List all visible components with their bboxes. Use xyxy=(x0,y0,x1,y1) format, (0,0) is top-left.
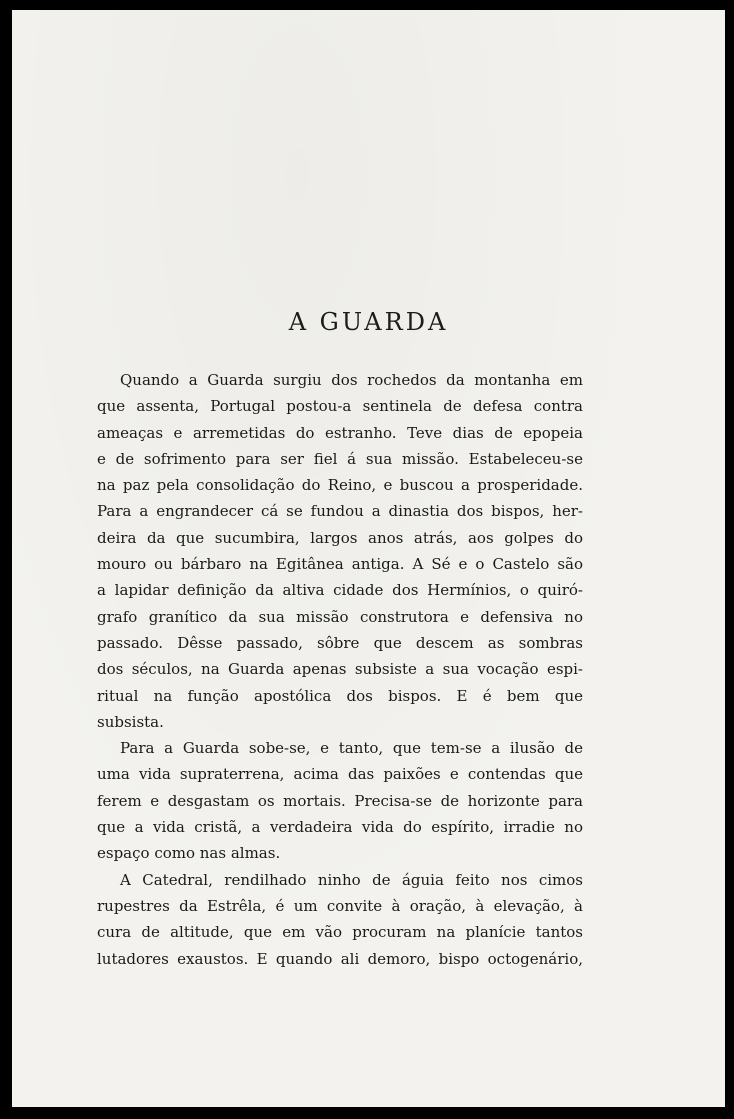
text-line: grafo granítico da sua missão construtora e defensiva no xyxy=(97,607,583,626)
text-line: A Catedral, rendilhado ninho de águia feito nos cimos xyxy=(120,870,583,889)
text-line: a lapidar definição da altiva cidade dos Hermínios, o quiró- xyxy=(97,581,583,600)
text-line: que a vida cristã, a verdadeira vida do espírito, irradie no xyxy=(97,818,583,837)
text-line: Quando a Guarda surgiu dos rochedos da montanha em xyxy=(120,371,583,389)
text-line: e de sofrimento para ser fiel á sua missão. Estabeleceu-se xyxy=(97,449,583,468)
text-line: espaço como nas almas. xyxy=(97,844,281,863)
text-line: na paz pela consolidação do Reino, e buscou a prosperidade. xyxy=(97,476,583,495)
text-line: lutadores exaustos. E quando ali demoro, bispo octogenário, xyxy=(97,949,583,968)
text-line: ameaças e arremetidas do estranho. Teve dias de epopeia xyxy=(97,423,583,442)
text-line: que assenta, Portugal postou-a sentinela de defesa contra xyxy=(97,397,583,416)
page-title: A GUARDA xyxy=(288,308,449,336)
body-text xyxy=(97,367,583,972)
text-line: ferem e desgastam os mortais. Precisa-se de horizonte para xyxy=(97,791,583,810)
text-line: mouro ou bárbaro na Egitânea antiga. A Sé e o Castelo são xyxy=(97,555,583,574)
text-line: subsista. xyxy=(97,712,164,731)
text-line: Para a engrandecer cá se fundou a dinastia dos bispos, her- xyxy=(97,502,583,521)
text-line: cura de altitude, que em vão procuram na planície tantos xyxy=(97,923,583,942)
text-line: deira da que sucumbira, largos anos atrás, aos golpes do xyxy=(97,528,583,547)
text-line: dos séculos, na Guarda apenas subsiste a sua vocação espi- xyxy=(97,660,583,679)
text-line: rupestres da Estrêla, é um convite à oração, à elevação, à xyxy=(97,896,583,915)
text-line: passado. Dêsse passado, sôbre que descem as sombras xyxy=(97,633,583,652)
text-line: Para a Guarda sobe-se, e tanto, que tem-se a ilusão de xyxy=(120,739,583,758)
text-line: uma vida supraterrena, acima das paixões e contendas que xyxy=(97,765,583,784)
text-line: ritual na função apostólica dos bispos. E é bem que xyxy=(97,686,583,705)
book-page xyxy=(12,10,725,1107)
